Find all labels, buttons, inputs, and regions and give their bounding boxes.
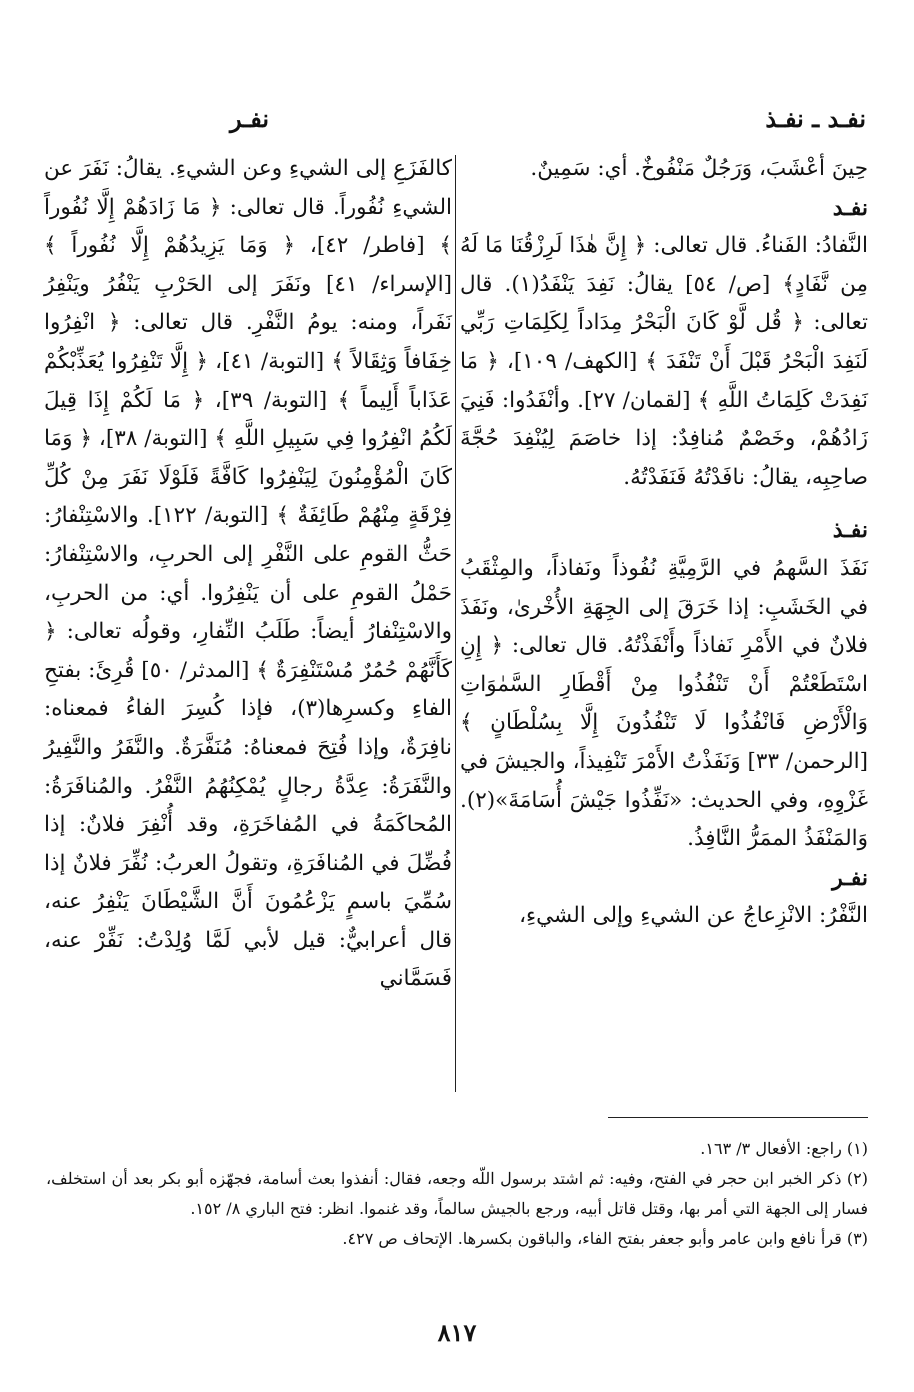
- running-header-right: نفـد ـ نفـذ: [765, 104, 866, 133]
- footnote-3: (٣) قرأ نافع وابن عامر وأبو جعفر بفتح الفاء، والباقون بكسرها. الإتحاف ص ٤٢٧.: [342, 1229, 868, 1248]
- running-header-left: نفـر: [230, 104, 270, 133]
- paragraph: النَّفْرُ: الانْزِعاجُ عن الشيءِ وإلى الشيءِ،: [519, 903, 868, 929]
- entry-heading-nafad: نفـد: [832, 194, 868, 221]
- column-divider: [455, 155, 456, 1092]
- paragraph: حِينَ أعْشَبَ، وَرَجُلٌ مَنْفُوخٌ. أي: سَمِينٌ.: [530, 156, 868, 181]
- entry-heading-nafar: نفـر: [832, 864, 868, 891]
- page-number: ٨١٧: [437, 1318, 477, 1347]
- left-column: [44, 150, 452, 999]
- right-column: [460, 150, 868, 936]
- footnotes: [46, 1134, 868, 1254]
- paragraph: نَفَذَ السَّهمُ في الرَّمِيَّةِ نُفُوذاً ونَفاذاً، والمِثْقَبُ في الخَشَبِ: إذا خَرَقَ إلى الجِهَةِ الأُخْرىٰ، ونَفَذَ فلانٌ في الأَمْرِ نَفاذاً وأَنْفَذْتُهُ. قال تعالى: ﴿ إِنِ اسْتَطَعْتُمْ أَنْ تَنْفُذُوا مِنْ أَقْطَارِ السَّمٰوَاتِ وَالْأَرْضِ فَانْفُذُوا لَا تَنْفُذُونَ إِلَّا بِسُلْطَانٍ ﴾ [الرحمن/ ٣٣] وَنَفَذْتُ الأَمْرَ تَنْفِيذاً، والجيشَ في غَزْوِهِ، وفي الحديث: «نَفِّذُوا جَيْشَ أُسَامَةَ»(٢). وَالمَنْفَذُ الممَرُّ النَّافِذُ.: [460, 555, 868, 852]
- footnote-2: (٢) ذكر الخبر ابن حجر في الفتح، وفيه: ثم اشتد برسول اللّه وجعه، فقال: أنفذوا بعث أسامة، فجهّزه أبو بكر بعد أن استخلف، فسار إلى الجهة التي أمر بها، وقتل قاتل أبيه، ورجع بالجيش سالماً، وقد غنموا. انظر: فتح الباري ٨/ ١٥٢.: [46, 1169, 868, 1218]
- footnote-separator: [608, 1117, 868, 1118]
- footnote-1: (١) راجع: الأفعال ٣/ ١٦٣.: [700, 1139, 868, 1158]
- paragraph: كالفَزَعِ إلى الشيءِ وعن الشيءِ. يقالُ: نَفَرَ عن الشيءِ نُفُوراً. قال تعالى: ﴿ مَا زَادَهُمْ إِلَّا نُفُوراً ﴾ [فاطر/ ٤٢]، ﴿ وَمَا يَزِيدُهُمْ إِلَّا نُفُوراً ﴾ [الإسراء/ ٤١] ونَفَرَ إلى الحَرْبِ يَنْفُرُ ويَنْفِرُ نَفَراً، ومنه: يومُ النَّفْرِ. قال تعالى: ﴿ انْفِرُوا خِفَافاً وَثِقَالاً ﴾ [التوبة/ ٤١]، ﴿ إِلَّا تَنْفِرُوا يُعَذِّبْكُمْ عَذَاباً أَلِيماً ﴾ [التوبة/ ٣٩]، ﴿ مَا لَكُمْ إِذَا قِيلَ لَكُمُ انْفِرُوا فِي سَبِيلِ اللَّهِ ﴾ [التوبة/ ٣٨]، ﴿ وَمَا كَانَ الْمُؤْمِنُونَ لِيَنْفِرُوا كَافَّةً فَلَوْلَا نَفَرَ مِنْ كُلِّ فِرْقَةٍ مِنْهُمْ طَائِفَةٌ ﴾ [التوبة/ ١٢٢]. والاسْتِنْفارُ: حَثُّ القومِ على النَّفْرِ إلى الحربِ، والاسْتِنْفارُ: حَمْلُ القومِ على أن يَنْفِرُوا. أي: من الحربِ، والاسْتِنْفارُ أيضاً: طَلَبُ النِّفارِ، وقولُه تعالى: ﴿ كَأَنَّهُمْ حُمُرٌ مُسْتَنْفِرَةٌ ﴾ [المدثر/ ٥٠] قُرِئَ: بفتحِ الفاءِ وكسرِها(٣)، فإذا كُسِرَ الفاءُ فمعناه: نافِرَةٌ، وإذا فُتِحَ فمعناهُ: مُنَفَّرَةٌ. والنَّفَرُ والنَّفِيرُ والنَّفَرَةُ: عِدَّةُ رجالٍ يُمْكِنُهُمُ النَّفْرُ. والمُنافَرَةُ: المُحاكَمَةُ في المُفاخَرَةِ، وقد أُنْفِرَ فلانٌ: إذا فُضِّلَ في المُنافَرَةِ، وتقولُ العربُ: نُفِّرَ فلانٌ إذا سُمِّيَ باسمٍ يَزْعُمُونَ أَنَّ الشَّيْطَانَ يَنْفِرُ عنه، قال أعرابيٌّ: قيل لأبي لَمَّا وُلِدْتُ: نَفِّرْ عنه، فَسَمَّاني: [44, 156, 453, 992]
- paragraph: النَّفادُ: الفَناءُ. قال تعالى: ﴿ إِنَّ هٰذَا لَرِزْقُنَا مَا لَهُ مِن نَّفَادٍ﴾ [ص/ ٥٤] يقالُ: نَفِدَ يَنْفَدُ(١). قال تعالى: ﴿ قُل لَّوْ كَانَ الْبَحْرُ مِدَاداً لِكَلِمَاتِ رَبِّي لَنَفِدَ الْبَحْرُ قَبْلَ أَنْ تَنْفَدَ ﴾ [الكهف/ ١٠٩]، ﴿ مَا نَفِدَتْ كَلِمَاتُ اللَّهِ ﴾ [لقمان/ ٢٧]. وأنْفَدُوا: فَنِيَ زَادُهُمْ، وخَصْمٌ مُنافِدٌ: إذا خاصَمَ لِيُنْفِدَ حُجَّةَ صاحِبِه، يقالُ: نافَدْتُهُ فَنَفَدْتُهُ.: [460, 233, 868, 490]
- entry-heading-nafadh: نفـذ: [832, 517, 868, 544]
